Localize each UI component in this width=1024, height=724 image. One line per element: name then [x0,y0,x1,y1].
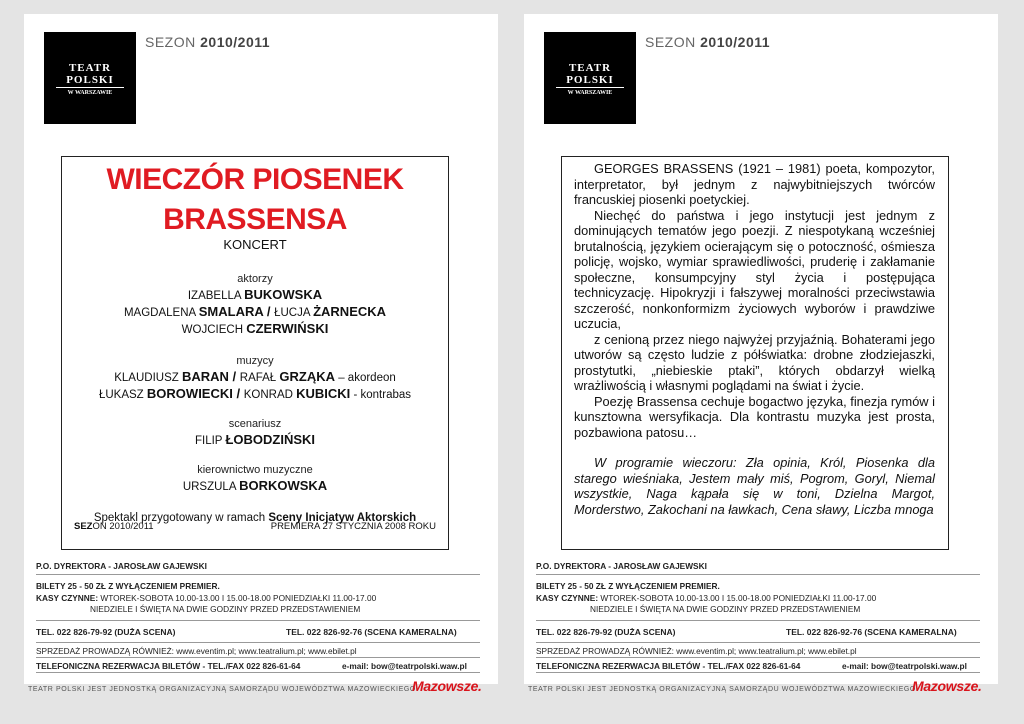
teatr-polski-logo: TEATR POLSKI W WARSZAWIE [544,32,636,124]
poster-title-line2: BRASSENSA [163,203,347,236]
article-box [561,156,949,550]
program-paragraph: W programie wieczoru: Zła opinia, Król, Piosenka dla starego wieśniaka, Jestem mały miś, Pogrom, Goryl, Niemal wszystkie, Naga kąpała się w toni, Dzielna Margot, Morderstwo, Zakochani na ławkach, Cena sławy, Liczba mnoga [574,455,935,517]
article-paragraph: GEORGES BRASSENS (1921 – 1981) poeta, kompozytor, interpretator, był jednym z najwybitniejszych twórców francuskiej piosenki poetyckiej. [574,161,935,207]
season-header: SEZON 2010/2011 [145,34,271,50]
actors-group: aktorzy IZABELLA BUKOWSKA MAGDALENA SMALARA / ŁUCJA ŻARNECKA WOJCIECH CZERWIŃSKI [123,273,387,336]
article-paragraph: z cenioną przez niego najwyżej przyjaźnią. Bohaterami jego utworów są często ludzie z półświatka: drobne złodziejaszki, prostytutki, „niebieskie ptaki”, których obdarzył wielką wrażliwością i własnymi poglądami na świat i życie. [574,331,935,393]
article-paragraph: Poezję Brassensa cechuje bogactwo języka, finezja rymów i kunsztowna wersyfikacja. Dla kontrastu muzyka jest prosta, pozbawiona patosu… [574,393,935,440]
poster-title-line1: WIECZÓR PIOSENEK [106,163,404,196]
mazowsze-logo-right: Mazowsze. [912,678,982,694]
mazowsze-logo-left: Mazowsze. [412,678,482,694]
poster-subtitle: KONCERT [223,237,287,252]
poster-box [61,156,449,550]
musicians-group: muzycy KLAUDIUSZ BARAN / RAFAŁ GRZĄKA – akordeon ŁUKASZ BOROWIECKI / KONRAD KUBICKI - kontrabas [98,355,412,401]
poster-page-left: TEATR POLSKI W WARSZAWIE SEZON 2010/2011 WIECZÓR PIOSENEK BRASSENSA KONCERT aktorzy IZABELLA BUKOWSKA MAGDALENA SMALARA / ŁUCJA ŻARNECKA WOJCIECH CZERWIŃSKI muzycy KLAUDIUSZ BARAN / RAFAŁ GRZĄKA – akordeon ŁUKASZ BOROWIECKI / KONRAD KUBICKI - kontrabas scenariusz FILIP ŁOBODZIŃSKI kierownictwo muzyczne URSZULA BORKOWSKA Spektakl przygotowany w ramach Sceny Inicjatyw Aktorskich SEZON 2010/2011 PREMIERA 27 STYCZNIA 2008 ROKU P.O. DYREKTORA - JAROSŁAW GAJEWSKI BILETY 25 - 50 ZŁ Z WYŁĄCZENIEM PREMIER. KASY CZYNNE: WTOREK-SOBOTA 10.00-13.00 I 15.00-18.00 PONIEDZIAŁKI 11.00-17.00 NIEDZIELE I ŚWIĘTA NA DWIE GODZINY PRZED PRZEDSTAWIENIEM TEL. 022 826-79-92 (DUŻA SCENA) TEL. 022 826-92-76 (SCENA KAMERALNA) SPRZEDAŻ PROWADZĄ RÓWNIEŻ: www.eventim.pl; www.teatralium.pl; www.ebilet.pl TELEFONICZNA REZERWACJA BILETÓW - TEL./FAX 022 826-61-64 e-mail: bow@teatrpolski.waw.pl [24,14,498,684]
music-direction-group: kierownictwo muzyczne URSZULA BORKOWSKA [182,464,328,493]
poster-page-right: TEATR POLSKI W WARSZAWIE SEZON 2010/2011 GEORGES BRASSENS (1921 – 1981) poeta, kompozytor, interpretator, był jednym z najwybitniejszych twórców francuskiej piosenki poetyckiej. Niechęć do państwa i jego instytucji jest jednym z dominujących tematów jego poezji. Z niespotykaną wcześniej brutalnością, językiem ocierającym się o potoczność, ośmiesza policję, wojsko, wymiar sprawiedliwości, pruderię i zakłamanie społeczne, konsumpcyjny styl życia i postępująca technicyzację. Hipokryzji i fałszywej moralności przeciwstawia szczerość, nonkonformizm życiowych wyborów i prawdziwe uczucia, z cenioną przez niego najwyżej przyjaźnią. Bohaterami jego utworów są często ludzie z półświatka: drobne złodziejaszki, prostytutki, „niebieskie ptaki”, których obdarzył wielką wrażliwością i własnymi poglądami na świat i życie. Poezję Brassensa cechuje bogactwo języka, finezja rymów i kunsztowna wersyfikacja. Dla kontrastu muzyka jest prosta, pozbawiona patosu… W programie wieczoru: Zła opinia, Król, Piosenka dla starego wieśniaka, Jestem mały miś, Pogrom, Goryl, Niemal wszystkie, Naga kąpała się w toni, Dzielna Margot, Morderstwo, Zakochani na ławkach, Cena sławy, Liczba mnoga P.O. DYREKTORA - JAROSŁAW GAJEWSKI BILETY 25 - 50 ZŁ Z WYŁĄCZENIEM PREMIER. KASY CZYNNE: WTOREK-SOBOTA 10.00-13.00 I 15.00-18.00 PONIEDZIAŁKI 11.00-17.00 NIEDZIELE I ŚWIĘTA NA DWIE GODZINY PRZED PRZEDSTAWIENIEM TEL. 022 826-79-92 (DUŻA SCENA) TEL. 022 826-92-76 (SCENA KAMERALNA) SPRZEDAŻ PROWADZĄ RÓWNIEŻ: www.eventim.pl; www.teatralium.pl; www.ebilet.pl TELEFONICZNA REZERWACJA BILETÓW - TEL./FAX 022 826-61-64 e-mail: bow@teatrpolski.waw.pl [524,14,998,684]
poster-footer: SEZON 2010/2011 PREMIERA 27 STYCZNIA 2008 ROKU [74,521,436,532]
bottom-note-left: TEATR POLSKI JEST JEDNOSTKĄ ORGANIZACYJNĄ SAMORZĄDU WOJEWÓDZTWA MAZOWIECKIEGO. [28,686,419,693]
spektakl-note: Spektakl przygotowany w ramach Sceny Inicjatyw Aktorskich [93,512,417,524]
article-paragraph: Niechęć do państwa i jego instytucji jest jednym z dominujących tematów jego poezji. Z niespotykaną wcześniej brutalnością, językiem ocierającym się o potoczność, ośmiesza policję, wojsko, wymiar sprawiedliwości, pruderię i zakłamanie społeczne, konsumpcyjny styl życia i postępująca technicyzację. Hipokryzji i fałszywej moralności przeciwstawia szczerość, nonkonformizm życiowych wyborów i prawdziwe uczucia, [574,207,935,331]
bottom-note-right: TEATR POLSKI JEST JEDNOSTKĄ ORGANIZACYJNĄ SAMORZĄDU WOJEWÓDZTWA MAZOWIECKIEGO. [528,686,919,693]
season-header: SEZON 2010/2011 [645,34,771,50]
script-group: scenariusz FILIP ŁOBODZIŃSKI [194,418,316,447]
teatr-polski-logo: TEATR POLSKI W WARSZAWIE [44,32,136,124]
